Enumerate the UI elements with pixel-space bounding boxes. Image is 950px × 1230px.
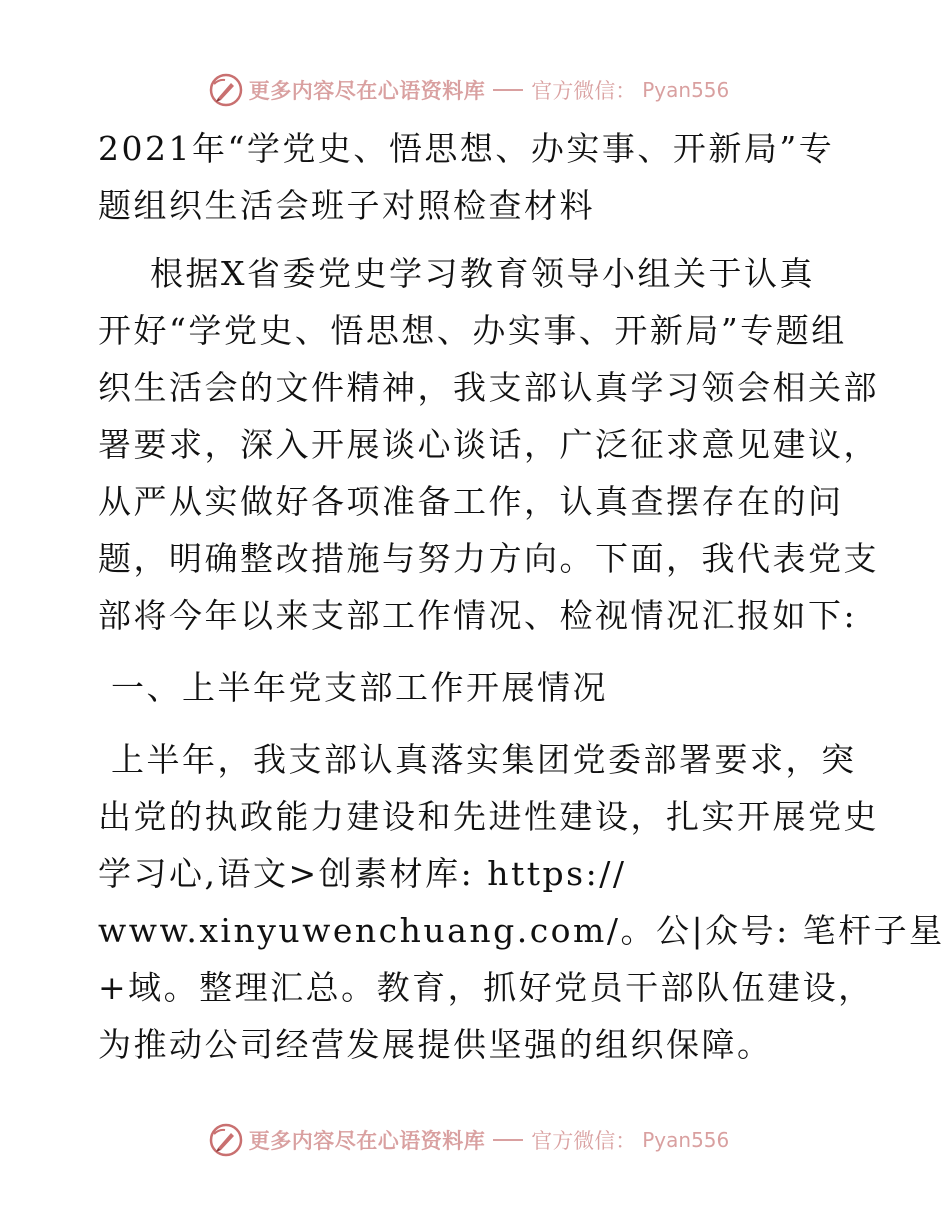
title-line: 题组织生活会班子对照检查材料 bbox=[98, 186, 595, 225]
paragraph-line: 部将今年以来支部工作情况、检视情况汇报如下: bbox=[98, 596, 858, 635]
paragraph-first-half bbox=[98, 731, 945, 1073]
banner-wechat-label: 官方微信： bbox=[531, 1129, 637, 1153]
banner-wechat-id: Pyan556 bbox=[642, 1128, 730, 1152]
banner-wechat-id: Pyan556 bbox=[642, 78, 730, 102]
banner-divider bbox=[493, 1139, 523, 1141]
paragraph-line: 开好“学党史、悟思想、办实事、开新局”专题组 bbox=[98, 311, 847, 350]
banner-main-text: 更多内容尽在心语资料库 bbox=[248, 78, 486, 103]
paragraph-line: 从严从实做好各项准备工作，认真查摆存在的问 bbox=[98, 482, 844, 521]
paragraph-line: 织生活会的文件精神，我支部认真学习领会相关部 bbox=[98, 368, 879, 407]
paragraph-line: www.xinyuwenchuang.com/。公|众号: 笔杆子星 bbox=[98, 911, 945, 950]
document-body bbox=[98, 120, 945, 1073]
pen-logo-icon bbox=[209, 73, 243, 107]
paragraph-line: 题，明确整改措施与努力方向。下面，我代表党支 bbox=[98, 539, 879, 578]
section-heading: 一、上半年党支部工作开展情况 bbox=[98, 668, 608, 707]
paragraph-line: 为推动公司经营发展提供坚强的组织保障。 bbox=[98, 1025, 773, 1064]
banner-main-text: 更多内容尽在心语资料库 bbox=[248, 1128, 486, 1153]
footer-banner bbox=[0, 1120, 950, 1160]
paragraph-line: +域。整理汇总。教育，抓好党员干部队伍建设， bbox=[98, 968, 874, 1007]
paragraph-line: 出党的执政能力建设和先进性建设，扎实开展党史 bbox=[98, 797, 879, 836]
paragraph-line: 署要求，深入开展谈心谈话，广泛征求意见建议， bbox=[98, 425, 879, 464]
banner-wechat-label: 官方微信： bbox=[531, 79, 637, 103]
title-line: 2021年“学党史、悟思想、办实事、开新局”专 bbox=[98, 129, 835, 168]
paragraph-intro bbox=[98, 245, 879, 644]
document-title bbox=[98, 120, 858, 234]
header-banner bbox=[0, 70, 950, 110]
paragraph-line: 根据X省委党史学习教育领导小组关于认真 bbox=[98, 254, 815, 293]
banner-content bbox=[209, 73, 730, 107]
paragraph-line: 学习心,语文>创素材库: https:// bbox=[98, 854, 627, 893]
banner-content bbox=[209, 1123, 730, 1157]
pen-logo-icon bbox=[209, 1123, 243, 1157]
banner-divider bbox=[493, 89, 523, 91]
paragraph-line: 上半年，我支部认真落实集团党委部署要求，突 bbox=[98, 740, 857, 779]
